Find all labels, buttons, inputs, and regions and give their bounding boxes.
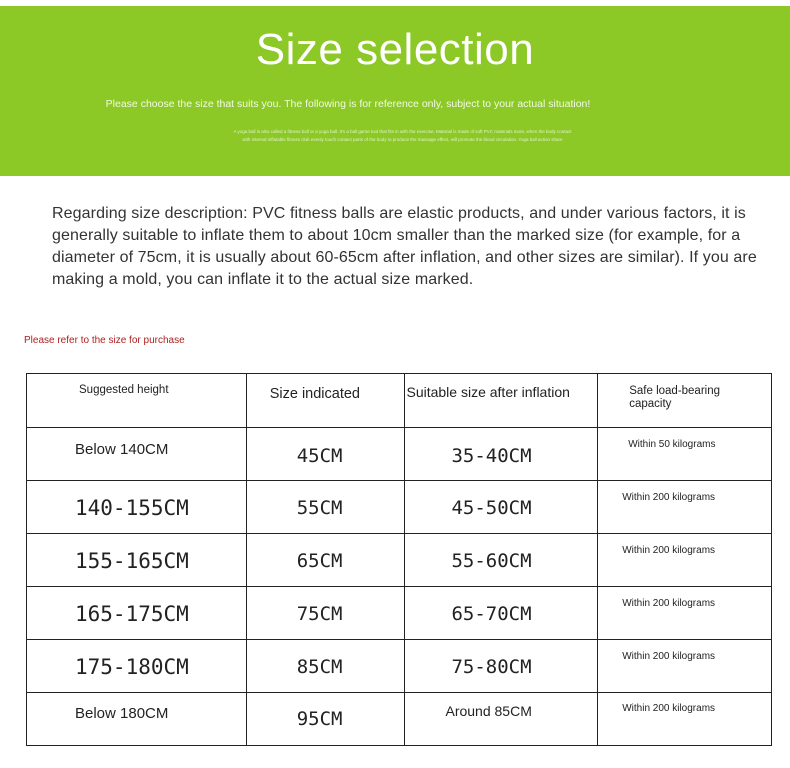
cell-text: 45-50CM xyxy=(451,497,532,519)
header-label: Suggested height xyxy=(79,384,169,396)
cell-text: 65-70CM xyxy=(451,603,532,625)
cell-text: Within 200 kilograms xyxy=(622,598,716,609)
table-row xyxy=(27,640,772,693)
cell-text: Around 85CM xyxy=(445,703,532,719)
cell-text: Within 200 kilograms xyxy=(622,492,716,503)
cell-load xyxy=(598,640,772,693)
cell-text: 45CM xyxy=(296,445,343,467)
cell-height xyxy=(27,640,247,693)
table-row xyxy=(27,428,772,481)
header-label: Size indicated xyxy=(269,386,360,402)
cell-text: 175-180CM xyxy=(75,655,189,679)
cell-text: 35-40CM xyxy=(451,445,532,467)
cell-height xyxy=(27,587,247,640)
banner-title: Size selection xyxy=(255,25,535,74)
cell-text: Below 180CM xyxy=(75,705,169,722)
cell-height xyxy=(27,534,247,587)
cell-inflated xyxy=(405,693,598,746)
cell-inflated xyxy=(405,428,598,481)
banner-subtitle: Please choose the size that suits you. The following is for reference only, subject to your actual situation! xyxy=(105,98,591,110)
purchase-note: Please refer to the size for purchase xyxy=(24,335,185,346)
header-cell-load xyxy=(598,374,772,428)
cell-load xyxy=(598,534,772,587)
cell-text: 165-175CM xyxy=(75,602,189,626)
cell-text: Below 140CM xyxy=(75,441,169,458)
header-cell-height xyxy=(27,374,247,428)
cell-size xyxy=(246,481,405,534)
cell-text: 65CM xyxy=(296,550,343,572)
header-label: Suitable size after inflation xyxy=(406,384,570,400)
cell-load xyxy=(598,481,772,534)
header-label: Safe load-bearing capacity xyxy=(629,385,721,410)
cell-text: Within 200 kilograms xyxy=(622,545,716,556)
cell-text: 140-155CM xyxy=(75,496,189,520)
table-header-row xyxy=(27,374,772,428)
cell-load xyxy=(598,428,772,481)
cell-text: 85CM xyxy=(296,656,343,678)
cell-text: 75-80CM xyxy=(451,656,532,678)
cell-text: Within 200 kilograms xyxy=(622,703,716,714)
cell-size xyxy=(246,640,405,693)
cell-height xyxy=(27,481,247,534)
header-banner xyxy=(0,6,790,176)
cell-inflated xyxy=(405,481,598,534)
table-row xyxy=(27,693,772,746)
cell-height xyxy=(27,428,247,481)
header-cell-size xyxy=(246,374,405,428)
cell-text: 55-60CM xyxy=(451,550,532,572)
cell-inflated xyxy=(405,534,598,587)
size-description: Regarding size description: PVC fitness balls are elastic products, and under various factors, it is generally suitable to inflate them to about 10cm smaller than the marked size (for example, for a diameter of 75cm, it is usually about 60-65cm after inflation, and other sizes are similar). If you are making a mold, you can inflate it to the actual size marked. xyxy=(52,205,757,288)
cell-text: Within 200 kilograms xyxy=(622,651,716,662)
table-row xyxy=(27,534,772,587)
cell-text: 155-165CM xyxy=(75,549,189,573)
cell-text: 95CM xyxy=(296,708,343,730)
cell-height xyxy=(27,693,247,746)
cell-text: Within 50 kilograms xyxy=(628,439,716,450)
cell-inflated xyxy=(405,640,598,693)
cell-load xyxy=(598,693,772,746)
cell-text: 55CM xyxy=(296,497,343,519)
cell-size xyxy=(246,428,405,481)
header-cell-inflated xyxy=(405,374,598,428)
table-row xyxy=(27,587,772,640)
size-table xyxy=(26,373,772,746)
cell-size xyxy=(246,693,405,746)
cell-size xyxy=(246,587,405,640)
cell-size xyxy=(246,534,405,587)
banner-fine-print: A yoga ball is also called a fitness ball or a yoga ball. It's a ball game tool that fits in with the exercise. Material is made of soft PVC materials more, when the body contact with internal inflatable fitness club evenly touch contact parts of the body to produce the massage effect, will promote the blood circulation. Yoga ball action share xyxy=(233,129,572,142)
cell-text: 75CM xyxy=(296,603,343,625)
cell-inflated xyxy=(405,587,598,640)
cell-load xyxy=(598,587,772,640)
table-row xyxy=(27,481,772,534)
